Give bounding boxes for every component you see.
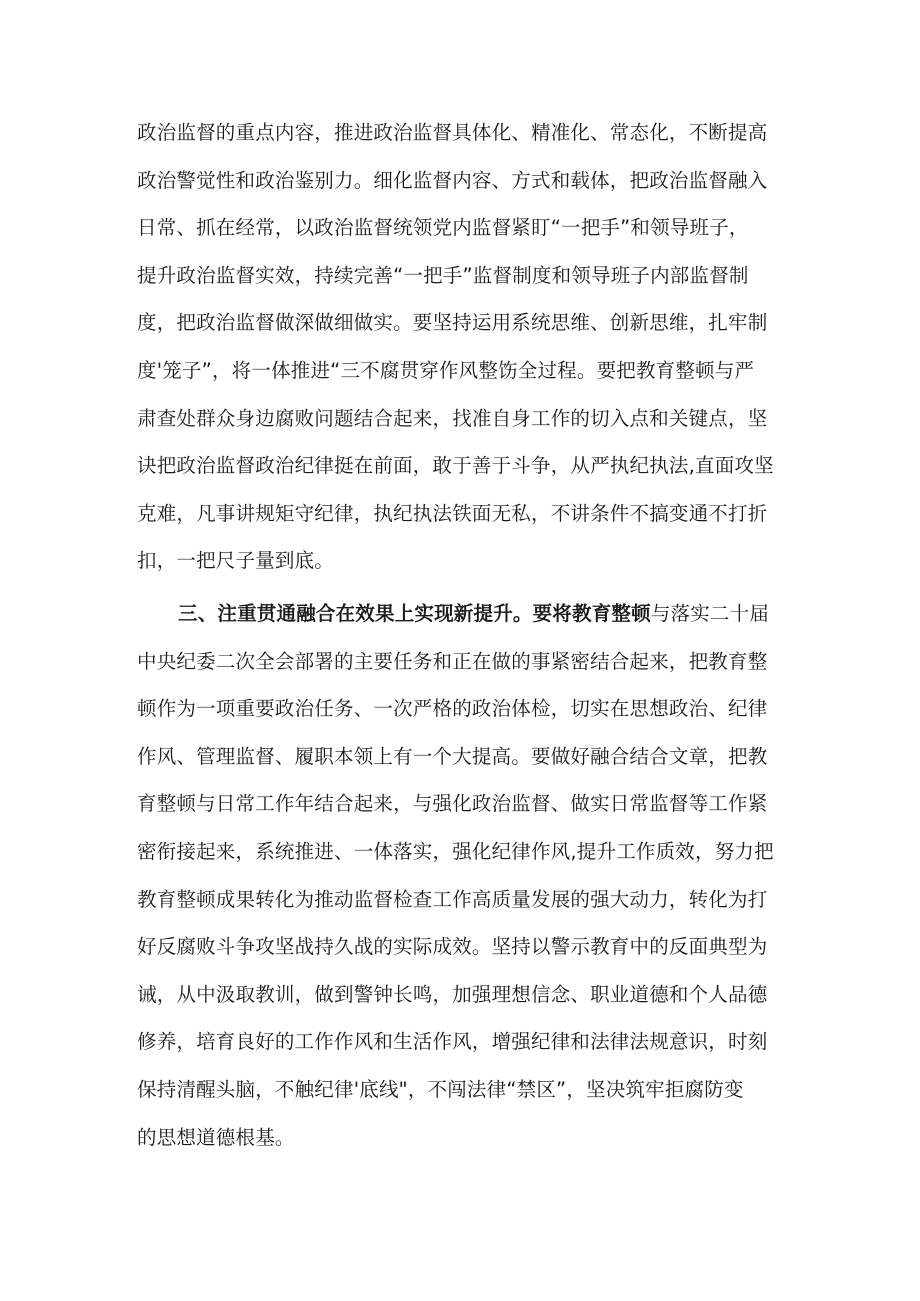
paragraph-line — [137, 252, 787, 300]
paragraph-first-line — [137, 590, 787, 638]
line-text: 保持清醒头脑，不触纪律'底线"，不闯法律“禁区”，坚决筑牢拒腐防变 — [137, 1077, 744, 1101]
line-text: 好反腐败斗争攻坚战持久战的实际成效。坚持以警示教育中的反面典型为 — [137, 935, 768, 959]
line-text: 密衔接起来，系统推进、一体落实，强化纪律作风,提升工作质效，努力把 — [137, 839, 774, 863]
paragraph-section-three — [137, 590, 787, 1161]
line-text: 顿作为一项重要政治任务、一次严格的政治体检，切实在思想政治、纪律 — [137, 697, 768, 721]
line-text: 度'笼子”，将一体推进“三不腐贯穿作风整饬全过程。要把教育整顿与严 — [137, 358, 755, 382]
paragraph-line — [137, 204, 787, 252]
line-text: 的思想道德根基。 — [137, 1125, 295, 1149]
paragraph-line — [137, 299, 787, 347]
line-text: 修养，培育良好的工作作风和生活作风，增强纪律和法律法规意识，时刻 — [137, 1030, 768, 1054]
line-text: 教育整顿成果转化为推动监督检查工作高质量发展的强大动力，转化为打 — [137, 887, 768, 911]
line-text: 度，把政治监督做深做细做实。要坚持运用系统思维、创新思维，扎牢制 — [137, 311, 768, 335]
paragraph-line — [137, 1066, 787, 1114]
line-text: 克难，凡事讲规矩守纪律，执纪执法铁面无私，不讲条件不搞变通不打折 — [137, 501, 768, 525]
paragraph-line — [137, 685, 787, 733]
paragraph-line — [137, 109, 787, 157]
line-text: 扣，一把尺子量到底。 — [137, 549, 335, 573]
line-text: 日常、抓在经常，以政治监督统领党内监督紧盯“一把手”和领导班子， — [137, 216, 749, 240]
paragraph-line — [137, 442, 787, 490]
paragraph-line — [137, 1114, 787, 1162]
paragraph-political-supervision — [137, 109, 787, 585]
paragraph-line — [137, 157, 787, 205]
paragraph-line — [137, 971, 787, 1019]
paragraph-line — [137, 537, 787, 585]
section-heading: 三、注重贯通融合在效果上实现新提升。要将教育整顿 — [178, 602, 651, 625]
paragraph-line — [137, 490, 787, 538]
paragraph-line — [137, 876, 787, 924]
line-text: 与落实二十届 — [650, 602, 770, 625]
line-text: 肃查处群众身边腐败问题结合起来，找准自身工作的切入点和关键点，坚 — [137, 406, 768, 430]
paragraph-line — [137, 638, 787, 686]
paragraph-line — [137, 395, 787, 443]
paragraph-line — [137, 733, 787, 781]
paragraph-line — [137, 780, 787, 828]
line-text: 作风、管理监督、履职本领上有一个大提高。要做好融合结合文章，把教 — [137, 744, 768, 768]
line-text: 政治监督的重点内容，推进政治监督具体化、精准化、常态化，不断提高 — [137, 121, 768, 144]
line-text: 育整顿与日常工作年结合起来，与强化政治监督、做实日常监督等工作紧 — [137, 792, 768, 816]
line-text: 诫，从中汲取教训，做到警钟长鸣，加强理想信念、职业道德和个人品德 — [137, 982, 768, 1006]
paragraph-line — [137, 828, 787, 876]
paragraph-line — [137, 347, 787, 395]
paragraph-line — [137, 923, 787, 971]
paragraph-line — [137, 1018, 787, 1066]
line-text: 中央纪委二次全会部署的主要任务和正在做的事紧密结合起来，把教育整 — [137, 649, 768, 673]
line-text: 政治警觉性和政治鉴别力。细化监督内容、方式和载体，把政治监督融入 — [137, 168, 768, 192]
line-text: 提升政治监督实效，持续完善“一把手”监督制度和领导班子内部监督制 — [137, 263, 749, 287]
line-text: 诀把政治监督政治纪律挺在前面，敢于善于斗争，从严执纪执法,直面攻坚 — [137, 454, 774, 478]
